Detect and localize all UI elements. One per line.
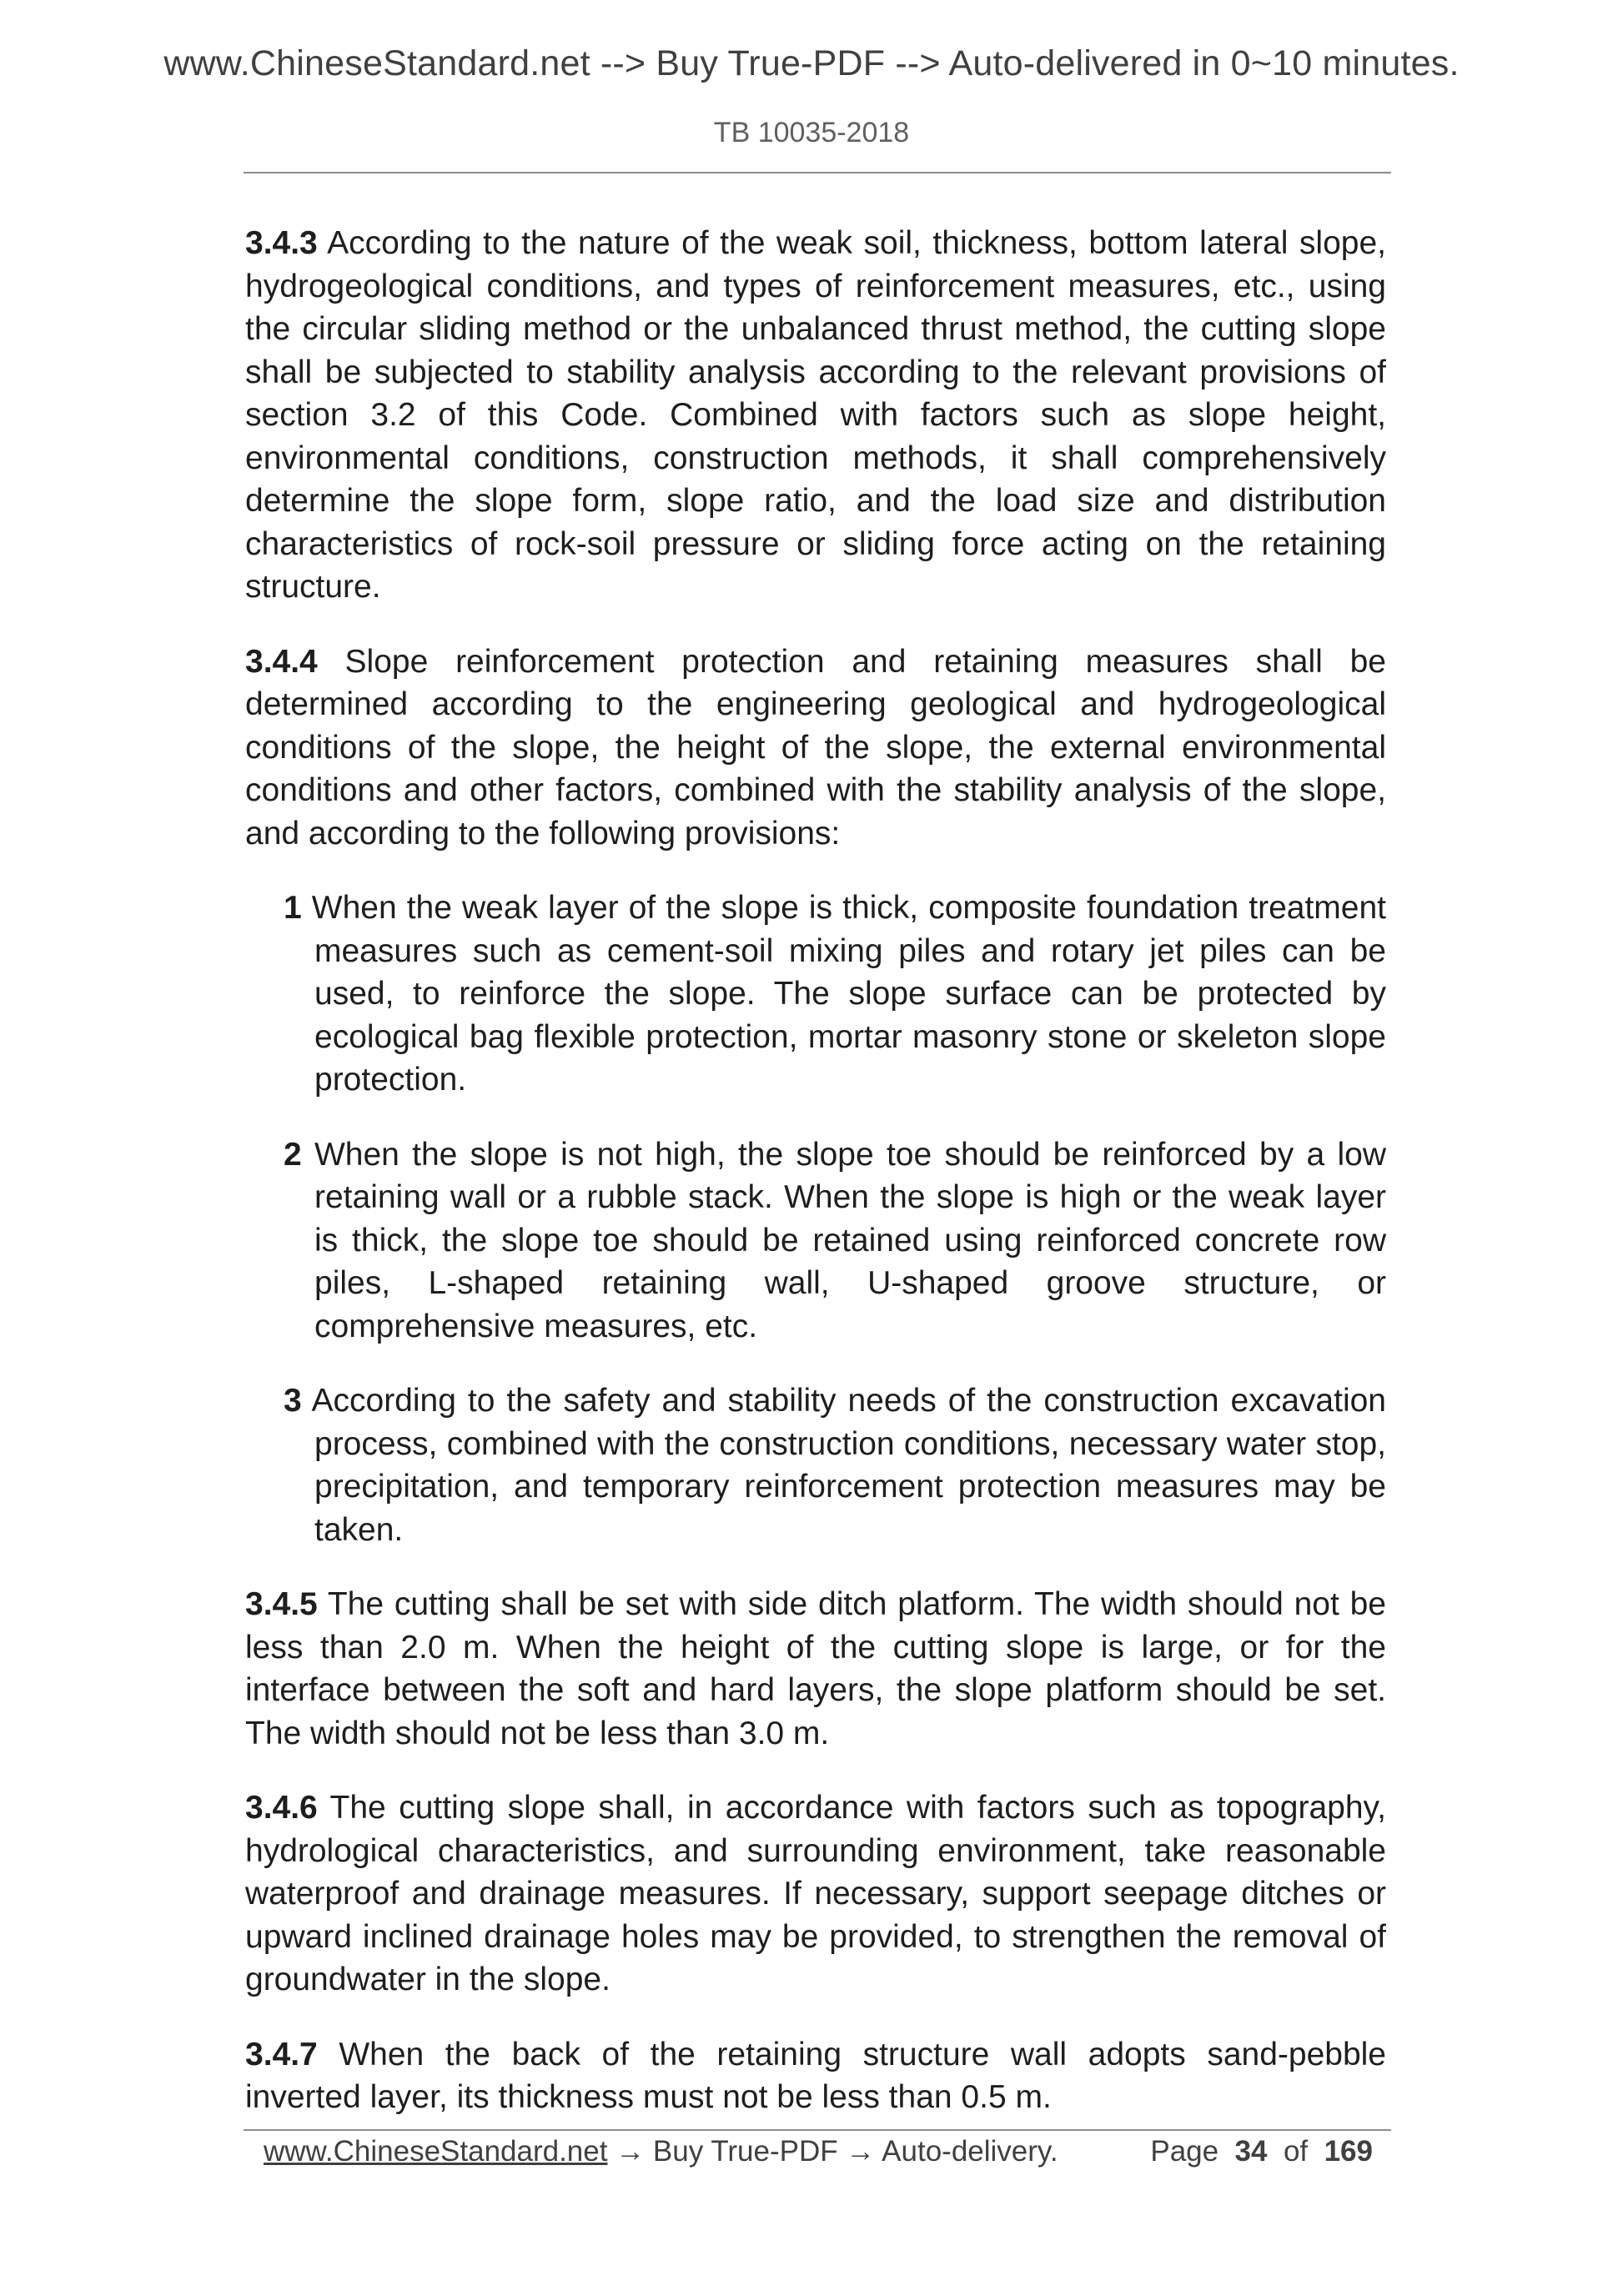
- top-banner: www.ChineseStandard.net --> Buy True-PDF --> Auto-delivered in 0~10 minutes.: [163, 43, 1460, 83]
- item-number: 3: [284, 1383, 302, 1419]
- clause-text: When the back of the retaining structure wall adopts sand-pebble inverted layer, its thickness must not be less than 0.5 m.: [245, 2036, 1386, 2115]
- clause-text: According to the nature of the weak soil, thickness, bottom lateral slope, hydrogeological conditions, and types of reinforcement measures, etc., using the circular sliding method or the unbalanced thrust method, the cutting slope shall be subjected to stability analysis according to the relevant provisions of section 3.2 of this Code. Combined with factors such as slope height, environmental conditions, construction methods, it shall comprehensively determine the slope form, slope ratio, and the load size and distribution characteristics of rock-soil pressure or sliding force acting on the retaining structure.: [245, 225, 1386, 605]
- clause-number: 3.4.5: [245, 1586, 318, 1622]
- provision-item-2: [284, 1133, 1386, 1349]
- item-text: When the weak layer of the slope is thick, composite foundation treatment measures such as cement-soil mixing piles and rotary jet piles can be used, to reinforce the slope. The slope surface can be protected by ecological bag flexible protection, mortar masonry stone or skeleton slope protection.: [301, 890, 1386, 1098]
- clause-number: 3.4.7: [245, 2036, 318, 2072]
- clause-text: Slope reinforcement protection and retaining measures shall be determined according to the engineering geological and hydrogeological conditions of the slope, the height of the slope, the external environmental conditions and other factors, combined with the stability analysis of the slope, and according to the following provisions:: [245, 643, 1386, 852]
- clause-text: The cutting shall be set with side ditch platform. The width should not be less than 2.0 m. When the height of the cutting slope is large, or for the interface between the soft and hard layers, the slope platform should be set. The width should not be less than 3.0 m.: [245, 1586, 1386, 1751]
- of-label: of: [1283, 2135, 1309, 2168]
- clause-3-4-3: [245, 222, 1386, 609]
- clause-number: 3.4.3: [245, 225, 318, 261]
- footer-promo: [264, 2135, 1058, 2168]
- clause-3-4-5: [245, 1583, 1386, 1755]
- clause-number: 3.4.6: [245, 1790, 318, 1826]
- clause-3-4-7: [245, 2033, 1386, 2119]
- page-body: [245, 222, 1386, 2151]
- document-code: TB 10035-2018: [713, 117, 910, 148]
- total-page-count: 169: [1324, 2135, 1373, 2168]
- provision-item-1: [284, 887, 1386, 1102]
- item-number: 1: [284, 890, 302, 926]
- item-number: 2: [284, 1136, 302, 1173]
- item-text: When the slope is not high, the slope toe should be reinforced by a low retaining wall or a rubble stack. When the slope is high or the weak layer is thick, the slope toe should be retained using reinforced concrete row piles, L-shaped retaining wall, U-shaped groove structure, or comprehensive measures, etc.: [301, 1136, 1386, 1344]
- clause-text: The cutting slope shall, in accordance with factors such as topography, hydrological characteristics, and surrounding environment, take reasonable waterproof and drainage measures. If necessary, support seepage ditches or upward inclined drainage holes may be provided, to strengthen the removal of groundwater in the slope.: [245, 1790, 1386, 1997]
- clause-3-4-4: [245, 641, 1386, 856]
- provision-item-3: [284, 1379, 1386, 1551]
- clause-number: 3.4.4: [245, 643, 318, 680]
- item-text: According to the safety and stability needs of the construction excavation process, combined with the construction conditions, necessary water stop, precipitation, and temporary reinforcement protection measures may be taken.: [301, 1383, 1386, 1548]
- clause-3-4-6: [245, 1786, 1386, 2002]
- page-label: Page: [1150, 2135, 1219, 2168]
- footer-website-link[interactable]: www.ChineseStandard.net: [264, 2135, 608, 2168]
- page-indicator: [1150, 2135, 1373, 2168]
- footer-promo-text: → Buy True-PDF → Auto-delivery.: [607, 2135, 1058, 2168]
- current-page-number: 34: [1234, 2135, 1268, 2168]
- header-divider: [244, 172, 1391, 173]
- page-footer: [264, 2135, 1373, 2168]
- footer-divider: [244, 2129, 1391, 2131]
